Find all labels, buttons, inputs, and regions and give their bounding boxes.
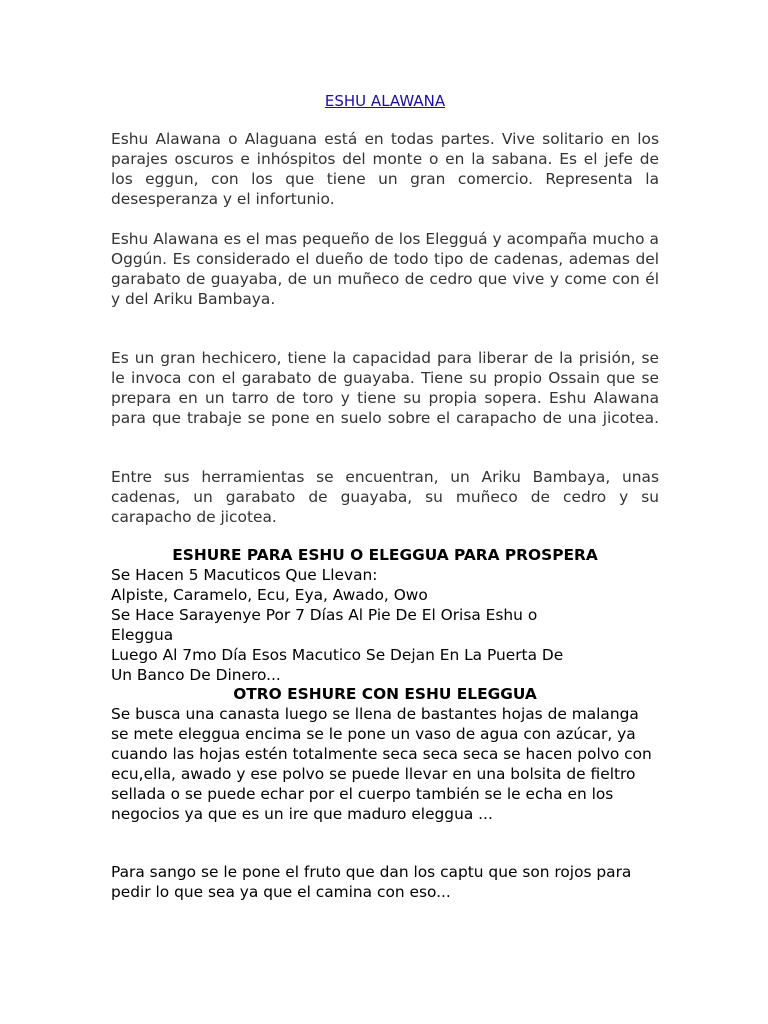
section-body: Se busca una canasta luego se llena de bastantes hojas de malanga se mete eleggua encima se le pone un vaso de agua con azúcar, ya cuando las hojas estén totalmente seca seca seca se hacen polvo con ecu,ella, awado y ese polvo se puede llevar en una bolsita de fieltro sellada o se puede echar por el cuerpo también se le echa en los negocios ya que es un ire que maduro eleggua ... [111, 705, 652, 823]
section-heading-prospera: ESHURE PARA ESHU O ELEGGUA PARA PROSPERA [172, 546, 598, 564]
section-heading-otro-eshure: OTRO ESHURE CON ESHU ELEGGUA [233, 685, 537, 703]
paragraph-3: Es un gran hechicero, tiene la capacidad para liberar de la prisión, se le invoca con el garabato de guayaba. Tiene su propio Ossain que se prepara en un tarro de toro y tiene su propia sopera. Eshu Alawana para que trabaje se pone en suelo sobre el carapacho de una jicotea. [111, 349, 659, 427]
closing-paragraph: Para sango se le pone el fruto que dan los captu que son rojos para pedir lo que sea ya que el camina con eso... [111, 863, 632, 901]
section-line: Luego Al 7mo Día Esos Macutico Se Dejan En La Puerta De [111, 646, 564, 664]
section-line: Eleggua [111, 626, 174, 644]
section-line: Un Banco De Dinero... [111, 666, 281, 684]
paragraph-2: Eshu Alawana es el mas pequeño de los Elegguá y acompaña mucho a Oggún. Es considerado el dueño de todo tipo de cadenas, ademas del garabato de guayaba, de un muñeco de cedro que vive y come con él y del Ariku Bambaya. [111, 230, 659, 308]
paragraph-4: Entre sus herramientas se encuentran, un Ariku Bambaya, unas cadenas, un garabato de guayaba, su muñeco de cedro y su carapacho de jicotea. [111, 468, 659, 526]
section-line: Alpiste, Caramelo, Ecu, Eya, Awado, Owo [111, 586, 428, 604]
document-title-link[interactable]: ESHU ALAWANA [324, 92, 446, 110]
paragraph-1: Eshu Alawana o Alaguana está en todas partes. Vive solitario en los parajes oscuros e inhóspitos del monte o en la sabana. Es el jefe de los eggun, con los que tiene un gran comercio. Representa la desesperanza y el infortunio. [111, 130, 659, 208]
section-line: Se Hace Sarayenye Por 7 Días Al Pie De El Orisa Eshu o [111, 606, 538, 624]
section-line: Se Hacen 5 Macuticos Que Llevan: [111, 566, 378, 584]
